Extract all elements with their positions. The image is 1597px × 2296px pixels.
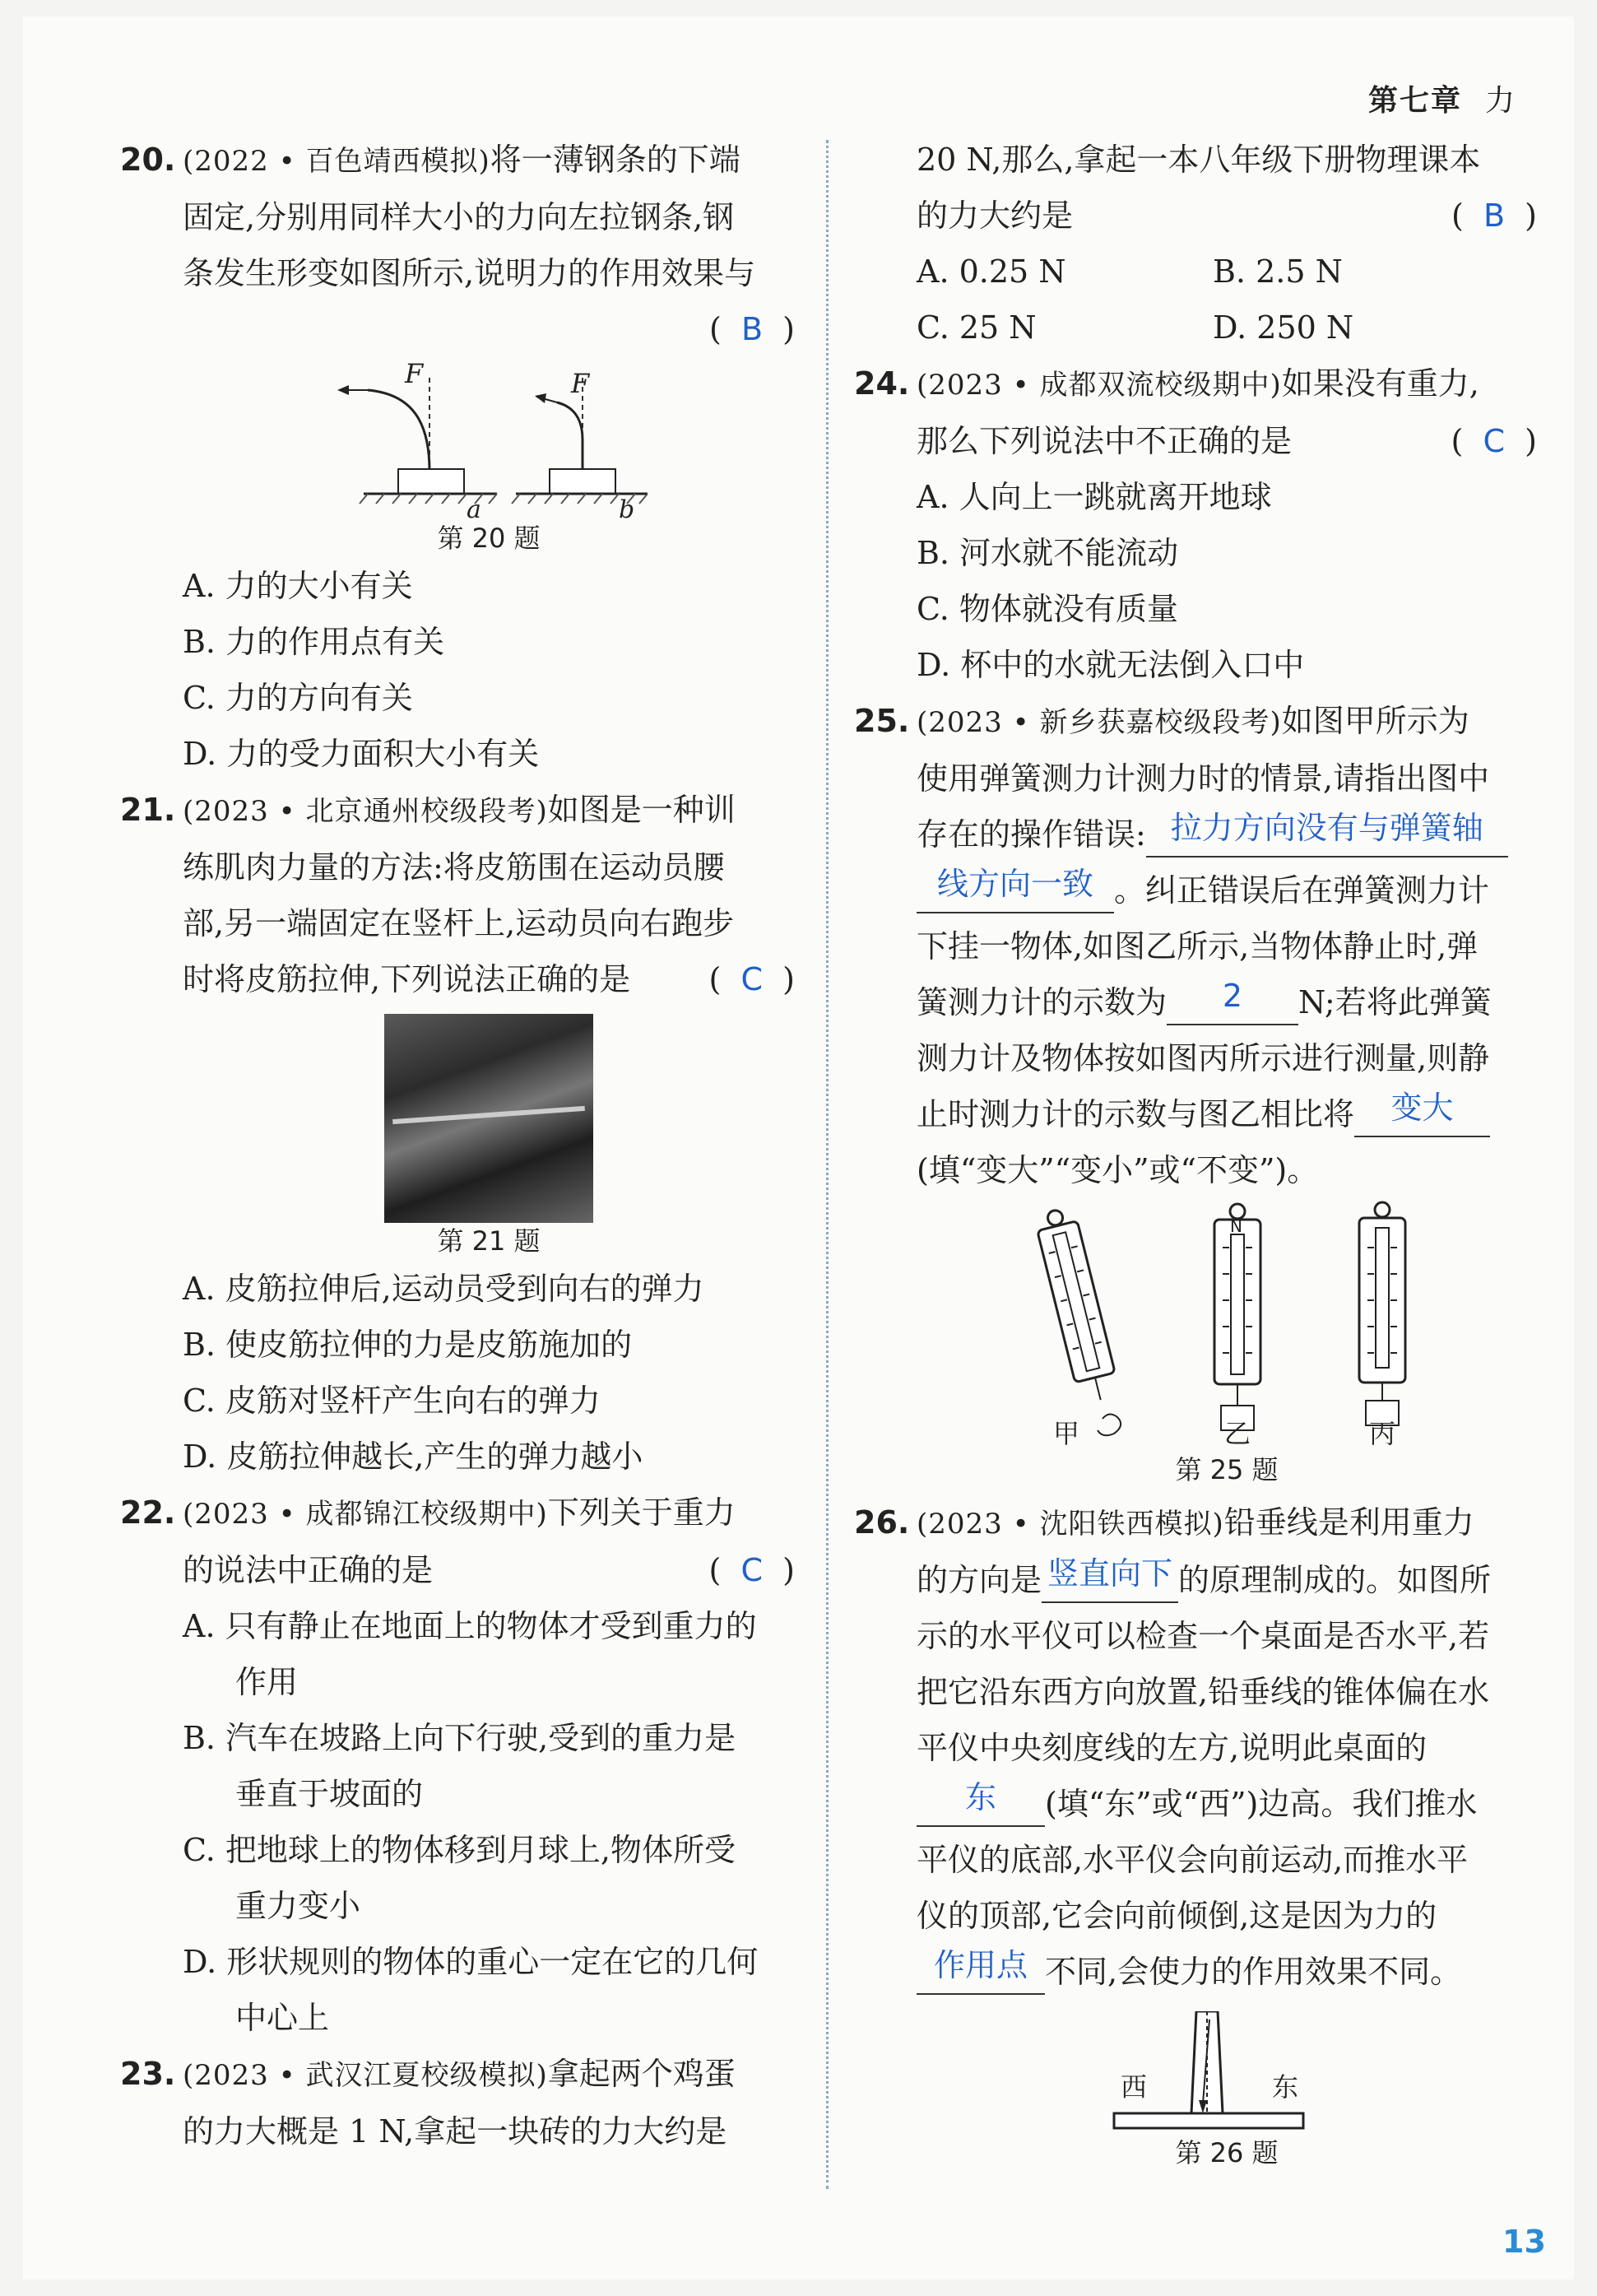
question-text: 的力大约是 [917, 198, 1074, 234]
option-c: C. 把地球上的物体移到月球上,物体所受 [183, 1832, 736, 1868]
question-text: 20 N,那么,拿起一本八年级下册物理课本 [917, 142, 1481, 178]
question-number: 26. [854, 1504, 910, 1541]
question-text: 如图是一种训 [547, 792, 736, 828]
question-text: 的力大概是 1 N,拿起一块砖的力大约是 [183, 2113, 727, 2150]
question-24 [854, 356, 1537, 693]
answer-text: 2 [1222, 978, 1243, 1014]
right-column [854, 132, 1537, 2184]
strip-a [337, 378, 497, 504]
answer-paren: ( C ) [708, 1552, 795, 1588]
question-text: 那么下列说法中不正确的是 [917, 423, 1293, 459]
question-number: 23. [120, 2056, 176, 2092]
option-a-cont: 作用 [235, 1664, 299, 1700]
answer-choice: B [1483, 198, 1506, 234]
answer-text: 竖直向下 [1047, 1555, 1173, 1592]
question-22 [120, 1485, 795, 2046]
figure-26 [917, 2011, 1537, 2184]
answer-blank [917, 1947, 1045, 1995]
label-a: a [467, 495, 481, 524]
force-label-b: F [571, 368, 590, 399]
question-text: 拿起两个鸡蛋 [547, 2056, 736, 2092]
figure-caption: 第 21 题 [437, 1225, 541, 1257]
question-number: 21. [120, 792, 176, 828]
label-bing: 丙 [1369, 1418, 1396, 1449]
answer-text: 作用点 [933, 1947, 1028, 1983]
chapter-number: 第七章 [1367, 84, 1462, 118]
label-yi: 乙 [1224, 1418, 1251, 1449]
option-a: A. 皮筋拉伸后,运动员受到向右的弹力 [183, 1271, 704, 1307]
athlete-photo [384, 1014, 593, 1223]
question-text: (填“变大”“变小”或“不变”)。 [917, 1152, 1319, 1188]
question-number: 24. [854, 365, 910, 402]
option-d: D. 杯中的水就无法倒入口中 [917, 647, 1305, 683]
question-source: (2023 • 北京通州校级段考) [183, 795, 548, 828]
chapter-title: 力 [1484, 84, 1516, 118]
question-text: 下列关于重力 [547, 1494, 736, 1531]
question-text: N;若将此弹簧 [1298, 984, 1492, 1020]
figure-20 [183, 357, 795, 558]
option-b: B. 河水就不能流动 [917, 535, 1179, 571]
answer-text: 变大 [1390, 1090, 1454, 1126]
page-number: 13 [1502, 2224, 1546, 2260]
option-d: D. 形状规则的物体的重心一定在它的几何 [183, 1944, 759, 1980]
question-26 [854, 1494, 1537, 2184]
question-number: 22. [120, 1494, 176, 1531]
option-c: C. 力的方向有关 [183, 680, 413, 716]
option-b: B. 使皮筋拉伸的力是皮筋施加的 [183, 1327, 633, 1363]
option-c-cont: 重力变小 [235, 1888, 361, 1924]
label-east: 东 [1272, 2071, 1299, 2103]
answer-choice: B [740, 311, 764, 347]
question-23-cont [854, 132, 1537, 356]
question-text: 将一薄钢条的下端 [490, 142, 740, 178]
answer-choice: C [740, 961, 764, 997]
question-source: (2023 • 成都双流校级期中) [917, 369, 1282, 402]
question-text: 不同,会使力的作用效果不同。 [1045, 1954, 1462, 1990]
question-text: 测力计及物体按如图丙所示进行测量,则静 [917, 1040, 1490, 1076]
option-d: D. 力的受力面积大小有关 [183, 736, 540, 772]
option-b: B. 力的作用点有关 [183, 624, 445, 660]
chapter-header [1368, 77, 1516, 119]
question-23 [120, 2046, 795, 2159]
question-21 [120, 782, 795, 1485]
question-text: 平仪中央刻度线的左方,说明此桌面的 [917, 1730, 1428, 1766]
question-source: (2023 • 沈阳铁西模拟) [917, 1508, 1224, 1541]
answer-paren: ( C ) [708, 961, 795, 997]
option-d-cont: 中心上 [235, 2000, 330, 2036]
answer-blank [1354, 1090, 1490, 1137]
scale-jia [1033, 1206, 1121, 1405]
label-b: b [619, 495, 635, 524]
force-label-a: F [405, 358, 424, 389]
left-column [120, 132, 795, 2159]
answer-blank [1042, 1555, 1178, 1603]
option-b: B. 2.5 N [1213, 253, 1343, 290]
question-text: 如果没有重力, [1281, 365, 1479, 402]
option-c: C. 皮筋对竖杆产生向右的弹力 [183, 1383, 601, 1419]
option-a: A. 力的大小有关 [183, 568, 413, 604]
question-number: 20. [120, 142, 176, 178]
option-d: D. 250 N [1213, 309, 1354, 346]
scale-bing [1359, 1202, 1405, 1425]
answer-text: 线方向一致 [936, 866, 1093, 902]
question-text: 的方向是 [917, 1562, 1042, 1598]
answer-paren: ( B ) [708, 311, 795, 347]
option-a: A. 只有静止在地面上的物体才受到重力的 [183, 1608, 757, 1644]
question-number: 25. [854, 703, 910, 739]
option-a: A. 0.25 N [917, 253, 1066, 290]
question-text: 练肌肉力量的方法:将皮筋围在运动员腰 [183, 849, 725, 885]
figure-21 [183, 1007, 795, 1261]
level-gauge-diagram [917, 2011, 1537, 2143]
question-20 [120, 132, 795, 782]
figure-25 [917, 1198, 1537, 1494]
question-25 [854, 693, 1537, 1494]
question-text: 使用弹簧测力计测力时的情景,请指出图中 [917, 760, 1490, 797]
column-divider [826, 140, 829, 2189]
answer-choice: C [1483, 423, 1506, 459]
answer-choice: C [740, 1552, 764, 1588]
question-text: 存在的操作错误: [917, 816, 1146, 853]
question-text: (填“东”或“西”)边高。我们推水 [1045, 1786, 1478, 1822]
option-b: B. 汽车在坡路上向下行驶,受到的重力是 [183, 1720, 736, 1756]
answer-blank [917, 1779, 1045, 1827]
scale-yi [1214, 1204, 1260, 1430]
figure-caption: 第 25 题 [1175, 1454, 1279, 1485]
question-text: 时将皮筋拉伸,下列说法正确的是 [183, 961, 631, 997]
question-source: (2023 • 新乡获嘉校级段考) [917, 706, 1282, 739]
answer-text: 拉力方向没有与弹簧轴 [1170, 810, 1483, 846]
question-text: 把它沿东西方向放置,铅垂线的锥体偏在水 [917, 1674, 1490, 1710]
option-c: C. 25 N [917, 309, 1037, 346]
question-source: (2022 • 百色靖西模拟) [183, 145, 490, 178]
question-text: 簧测力计的示数为 [917, 984, 1168, 1020]
question-text: 固定,分别用同样大小的力向左拉钢条,钢 [183, 199, 735, 235]
answer-blank [917, 866, 1114, 913]
question-text: 条发生形变如图所示,说明力的作用效果与 [183, 255, 756, 291]
question-text: 仪的顶部,它会向前倾倒,这是因为力的 [917, 1898, 1437, 1934]
answer-blank [1167, 978, 1298, 1025]
question-text: 铅垂线是利用重力 [1223, 1504, 1474, 1541]
question-text: 下挂一物体,如图乙所示,当物体静止时,弹 [917, 928, 1479, 964]
option-d: D. 皮筋拉伸越长,产生的弹力越小 [183, 1438, 643, 1475]
question-text: 示的水平仪可以检查一个桌面是否水平,若 [917, 1618, 1490, 1654]
option-c: C. 物体就没有质量 [917, 591, 1178, 627]
question-text: 平仪的底部,水平仪会向前运动,而推水平 [917, 1842, 1469, 1878]
spring-scale-diagram [917, 1198, 1537, 1445]
figure-caption: 第 26 题 [1175, 2137, 1279, 2168]
steel-strip-diagram [183, 357, 795, 522]
question-source: (2023 • 成都锦江校级期中) [183, 1498, 548, 1531]
option-b-cont: 垂直于坡面的 [235, 1776, 424, 1812]
label-west: 西 [1121, 2071, 1148, 2103]
answer-paren: ( B ) [1451, 198, 1537, 234]
answer-blank [1146, 810, 1508, 858]
question-text: 止时测力计的示数与图乙相比将 [917, 1096, 1355, 1132]
option-a: A. 人向上一跳就离开地球 [917, 479, 1272, 515]
answer-text: 东 [964, 1779, 996, 1815]
question-text: 。纠正错误后在弹簧测力计 [1114, 872, 1490, 909]
figure-caption: 第 20 题 [437, 523, 541, 554]
question-text: 的说法中正确的是 [183, 1552, 434, 1588]
question-text: 部,另一端固定在竖杆上,运动员向右跑步 [183, 905, 735, 941]
question-text: 如图甲所示为 [1281, 703, 1469, 739]
question-source: (2023 • 武汉江夏校级模拟) [183, 2059, 548, 2092]
question-text: 的原理制成的。如图所 [1178, 1562, 1492, 1598]
scale-n-label: N [1230, 1216, 1242, 1236]
answer-paren: ( C ) [1451, 423, 1537, 459]
label-jia: 甲 [1053, 1418, 1080, 1449]
